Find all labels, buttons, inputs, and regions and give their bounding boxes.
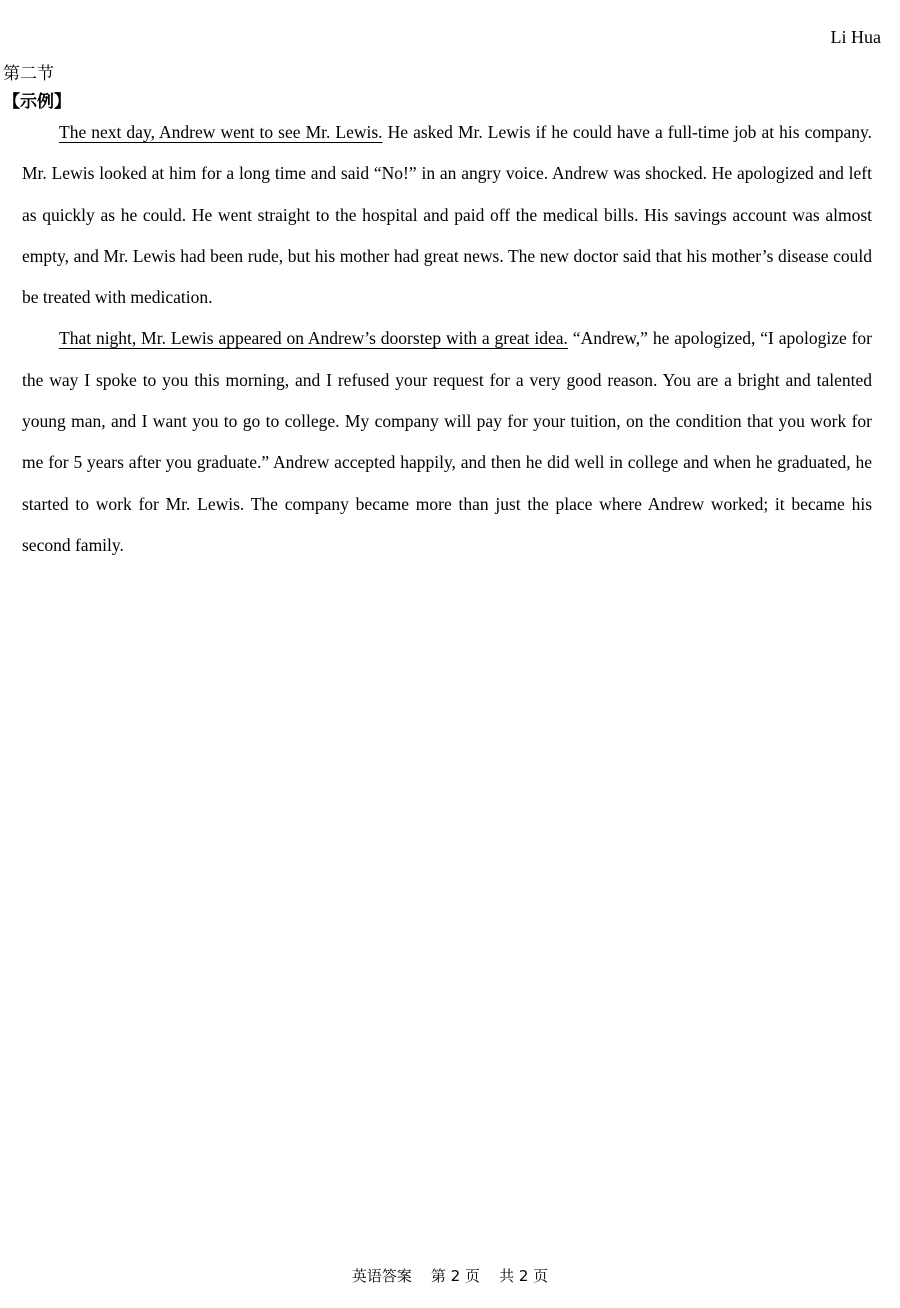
paragraph-2-text: “Andrew,” he apologized, “I apologize for the way I spoke to you this morning, and I refused your request for a very good reason. You are a bright and talented young man, and I want you to go to college. My company will pay for your tuition, on the condition that you work for me for 5 years after you graduate.” Andrew accepted happily, and then he did well in college and when he graduated, he started to work for Mr. Lewis. The company became more than just the place where Andrew worked; it became his second family. [22, 328, 872, 555]
author-name: Li Hua [830, 27, 881, 47]
paragraph-1-opening-sentence: The next day, Andrew went to see Mr. Lewis. [59, 122, 383, 142]
page-footer: 英语答案 第 2 页 共 2 页 [351, 1267, 549, 1285]
section-title: 第二节 [3, 64, 54, 84]
essay-body [22, 112, 872, 566]
essay-paragraph-1 [22, 112, 872, 318]
paragraph-2-opening-sentence: That night, Mr. Lewis appeared on Andrew’s doorstep with a great idea. [59, 328, 568, 349]
paragraph-1-text: He asked Mr. Lewis if he could have a full-time job at his company. Mr. Lewis looked at him for a long time and said “No!” in an angry voice. Andrew was shocked. He apologized and left as quickly as he could. He went straight to the hospital and paid off the medical bills. His savings account was almost empty, and Mr. Lewis had been rude, but his mother had great news. The new doctor said that his mother’s disease could be treated with medication. [22, 122, 872, 308]
essay-paragraph-2 [22, 318, 872, 566]
example-label: 【示例】 [3, 92, 71, 112]
